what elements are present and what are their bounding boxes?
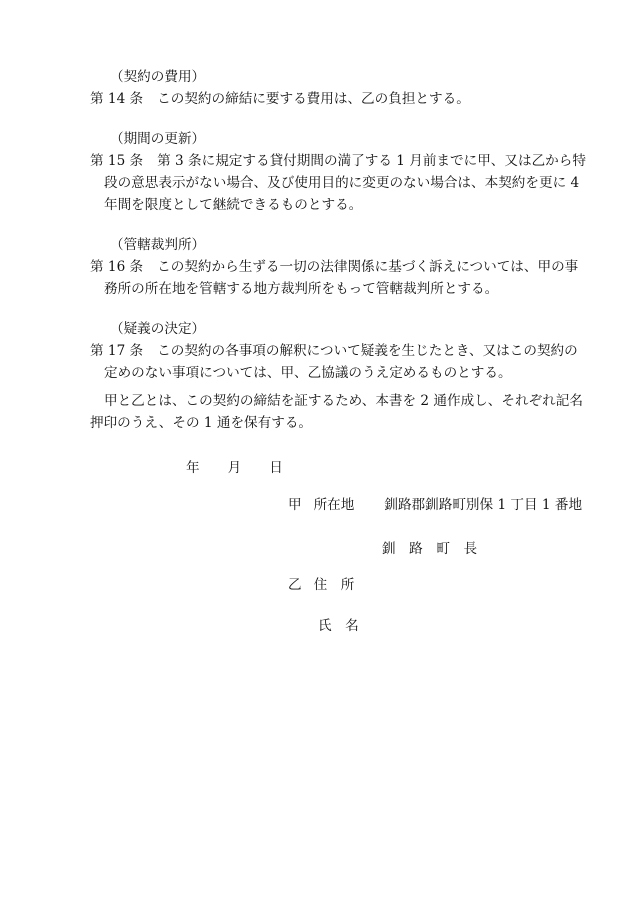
party-b-name-label: 氏 名	[318, 618, 359, 634]
party-a-title: 釧 路 町 長	[382, 541, 478, 557]
article-17-heading: （疑義の決定）	[110, 321, 206, 337]
closing-line-2: 押印のうえ、その 1 通を保有する。	[90, 415, 313, 431]
article-17-line-2: 定めのない事項については、甲、乙協議のうえ定めるものとする。	[104, 365, 512, 381]
article-14-heading: （契約の費用）	[110, 69, 206, 85]
article-15-line-2: 段の意思表示がない場合、及び使用目的に変更のない場合は、本契約を更に 4	[104, 175, 580, 191]
article-17	[90, 340, 580, 384]
party-b-line	[288, 574, 354, 596]
article-16-line-2: 務所の所在地を管轄する地方裁判所をもって管轄裁判所とする。	[104, 281, 499, 297]
article-15-line-1: 第 3 条に規定する貸付期間の満了する 1 月前までに甲、又は乙から特	[157, 153, 586, 169]
article-16	[90, 256, 580, 300]
article-14-number: 第 14 条	[90, 91, 144, 107]
party-b-address-label: 住 所	[313, 577, 355, 593]
date-line	[186, 457, 283, 479]
article-14	[90, 88, 580, 110]
date-day: 日	[269, 460, 283, 476]
article-15-heading: （期間の更新）	[110, 131, 206, 147]
article-15	[90, 150, 586, 216]
article-15-number: 第 15 条	[90, 153, 144, 169]
date-year: 年	[186, 460, 200, 476]
article-16-number: 第 16 条	[90, 259, 144, 275]
party-a-address: 釧路郡釧路町別保 1 丁目 1 番地	[384, 497, 583, 513]
article-14-line-1: この契約の締結に要する費用は、乙の負担とする。	[157, 91, 470, 107]
article-17-number: 第 17 条	[90, 343, 144, 359]
party-b-label: 乙	[288, 577, 302, 593]
closing-line-1: 甲と乙とは、この契約の締結を証するため、本書を 2 通作成し、それぞれ記名	[104, 393, 583, 409]
party-a-line	[288, 494, 582, 516]
article-17-line-1: この契約の各事項の解釈について疑義を生じたとき、又はこの契約の	[157, 343, 578, 359]
party-a-label: 甲	[288, 497, 302, 513]
article-15-line-3: 年間を限度として継続できるものとする。	[104, 197, 363, 213]
date-month: 月	[227, 460, 242, 476]
party-a-address-label: 所在地	[313, 497, 355, 513]
article-16-line-1: この契約から生ずる一切の法律関係に基づく訴えについては、甲の事	[157, 259, 579, 275]
closing-paragraph	[90, 390, 583, 434]
article-16-heading: （管轄裁判所）	[110, 237, 206, 253]
